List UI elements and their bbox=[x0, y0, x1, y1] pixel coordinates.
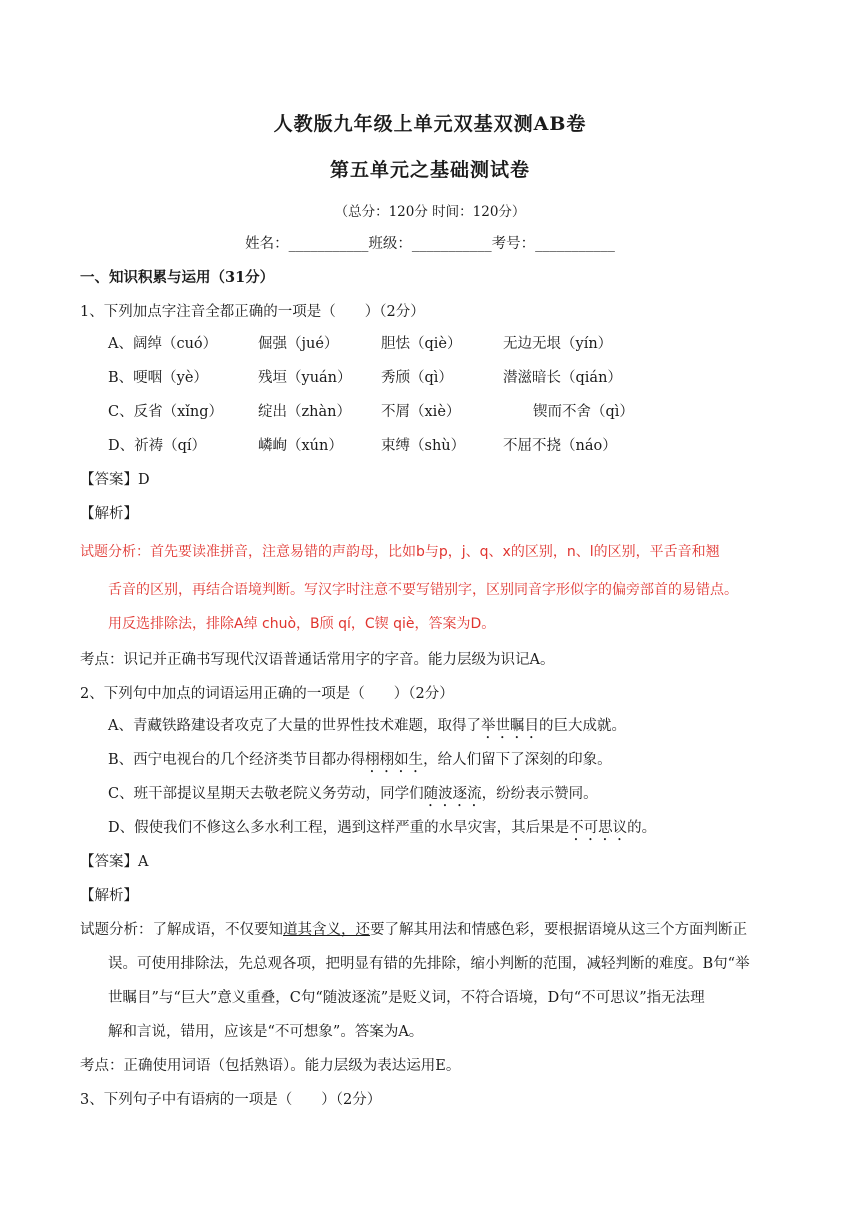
q2-analysis-line-1 bbox=[80, 920, 747, 940]
q2-option-c-text: C、班干部提议星期天去敬老院义务劳动，同学们 bbox=[108, 786, 424, 802]
q1-option-a2: 倔强（jué） bbox=[258, 336, 339, 352]
question-3-stem: 3、下列句子中有语病的一项是（ ）（2分） bbox=[80, 1092, 382, 1108]
q1-answer: 【答案】D bbox=[80, 472, 150, 488]
q2-analysis-underlined: 道其含义，还 bbox=[283, 922, 370, 938]
q2-option-b bbox=[108, 750, 612, 776]
q2-analysis-line-2: 误。可使用排除法，先总观各项，把明显有错的先排除，缩小判断的范围，减轻判断的难度。B句“举 bbox=[108, 956, 750, 972]
q2-analysis-line-4: 解和言说，错用，应该是“不可想象”。答案为A。 bbox=[108, 1024, 424, 1040]
q2-option-a-tail: 的巨大成就。 bbox=[538, 718, 626, 734]
score-time: （总分：120分 时间：120分） bbox=[334, 204, 526, 220]
q2-analysis-line-3: 世瞩目”与“巨大”意义重叠，C句“随波逐流”是贬义词，不符合语境，D句“不可思议”指无法理 bbox=[108, 990, 705, 1006]
q1-option-b1: B、哽咽（yè） bbox=[108, 370, 208, 386]
q1-option-b2: 残垣（yuán） bbox=[258, 370, 352, 386]
student-fields: 姓名：___________班级：___________考号：___________ bbox=[245, 236, 615, 252]
q1-kaodian: 考点：识记并正确书写现代汉语普通话常用字的字音。能力层级为识记A。 bbox=[80, 652, 555, 668]
q2-option-b-text: B、西宁电视台的几个经济类节目都办得 bbox=[108, 752, 366, 768]
q1-analysis-label: 【解析】 bbox=[80, 506, 138, 522]
document-title: 人教版九年级上单元双基双测AB卷 bbox=[273, 113, 587, 135]
q2-option-b-tail: ，给人们留下了深刻的印象。 bbox=[423, 752, 612, 768]
document-subtitle: 第五单元之基础测试卷 bbox=[329, 159, 530, 181]
q1-analysis-line-3: 用反选排除法，排除A绰 chuò，B颀 qí，C锲 qiè，答案为D。 bbox=[108, 616, 496, 632]
q2-analysis-label: 【解析】 bbox=[80, 888, 138, 904]
q1-option-d1: D、祈祷（qí） bbox=[108, 438, 207, 454]
question-2-stem: 2、下列句中加点的词语运用正确的一项是（ ）（2分） bbox=[80, 686, 454, 702]
q1-analysis-line-2: 舌音的区别，再结合语境判断。写汉字时注意不要写错别字，区别同音字形似字的偏旁部首的易错点。 bbox=[108, 582, 738, 598]
q1-option-c1: C、反省（xǐng） bbox=[108, 404, 224, 420]
q1-option-a4: 无边无垠（yín） bbox=[503, 336, 613, 352]
q2-option-b-dotted-word: 栩栩如生 bbox=[365, 752, 424, 768]
q2-kaodian: 考点：正确使用词语（包括熟语）。能力层级为表达运用E。 bbox=[80, 1058, 461, 1074]
q1-option-c3: 不屑（xiè） bbox=[381, 404, 461, 420]
q1-option-d4: 不屈不挠（náo） bbox=[503, 438, 617, 454]
q1-option-b4: 潜滋暗长（qián） bbox=[503, 370, 622, 386]
q2-option-d-tail: 的。 bbox=[627, 820, 657, 836]
q1-option-c2: 绽出（zhàn） bbox=[258, 404, 351, 420]
q2-option-d-dotted-word: 不可思议 bbox=[569, 820, 628, 836]
q1-option-b3: 秀颀（qì） bbox=[381, 370, 453, 386]
q1-option-c4: 锲而不舍（qì） bbox=[533, 404, 634, 420]
q2-option-a bbox=[108, 716, 626, 742]
section-heading: 一、知识积累与运用（31分） bbox=[80, 269, 275, 286]
q2-analysis-line-1-a: 试题分析：了解成语，不仅要知 bbox=[80, 922, 283, 938]
q1-analysis-line-1: 试题分析：首先要读准拼音，注意易错的声韵母，比如b与p，j、q、x的区别，n、l的区别，平舌音和翘 bbox=[80, 544, 720, 560]
q1-option-a3: 胆怯（qiè） bbox=[381, 336, 462, 352]
q2-option-c-tail: ，纷纷表示赞同。 bbox=[481, 786, 598, 802]
q1-option-d3: 束缚（shù） bbox=[381, 438, 466, 454]
q1-option-d2: 嶙峋（xún） bbox=[258, 438, 343, 454]
q2-option-a-text: A、青藏铁路建设者攻克了大量的世界性技术难题，取得了 bbox=[108, 718, 481, 734]
q2-option-d bbox=[108, 818, 656, 844]
q2-option-d-text: D、假使我们不修这么多水利工程，遇到这样严重的水旱灾害，其后果是 bbox=[108, 820, 570, 836]
q2-option-c-dotted-word: 随波逐流 bbox=[423, 786, 482, 802]
question-1-stem: 1、下列加点字注音全都正确的一项是（ ）（2分） bbox=[80, 304, 425, 320]
q2-option-c bbox=[108, 784, 598, 810]
q2-option-a-dotted-word: 举世瞩目 bbox=[480, 718, 539, 734]
q2-answer: 【答案】A bbox=[80, 854, 149, 870]
q1-option-a1: A、阔绰（cuó） bbox=[108, 336, 218, 352]
q2-analysis-line-1-b: 要了解其用法和情感色彩，要根据语境从这三个方面判断正 bbox=[370, 922, 747, 938]
